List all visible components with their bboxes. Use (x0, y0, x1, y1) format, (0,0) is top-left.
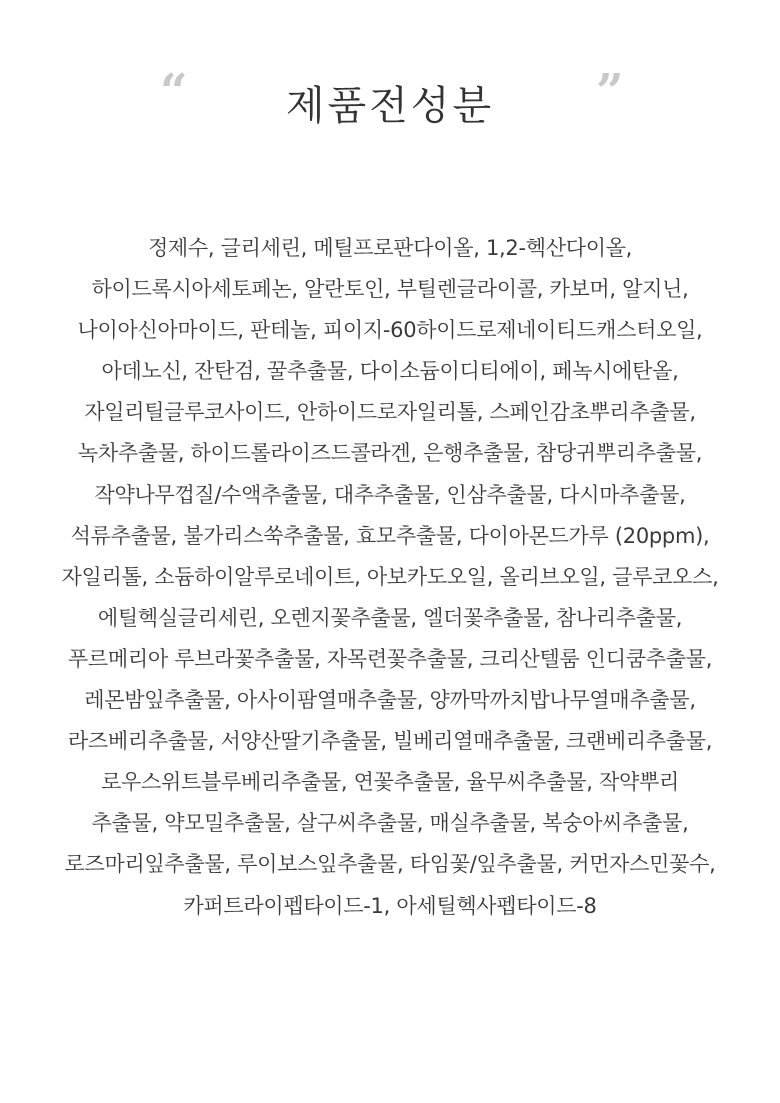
ingredient-line: 로즈마리잎추출물, 루이보스잎추출물, 타임꽃/잎추출물, 커먼자스민꽃수, (64, 852, 716, 877)
close-quote-icon: ” (596, 64, 624, 120)
ingredient-line: 자일리톨, 소듐하이알루로네이트, 아보카도오일, 올리브오일, 글루코오스, (61, 564, 719, 589)
ingredient-line: 정제수, 글리세린, 메틸프로판다이올, 1,2-헥산다이올, (147, 236, 633, 260)
ingredient-line: 레몬밤잎추출물, 아사이팜열매추출물, 양까막까치밥나무열매추출물, (84, 688, 696, 713)
ingredient-list (10, 228, 770, 927)
ingredient-line: 에틸헥실글리세린, 오렌지꽃추출물, 엘더꽃추출물, 참나리추출물, (97, 605, 683, 630)
ingredient-line: 녹차추출물, 하이드롤라이즈드콜라겐, 은행추출물, 참당귀뿌리추출물, (77, 441, 703, 466)
ingredient-line: 로우스위트블루베리추출물, 연꽃추출물, 율무씨추출물, 작약뿌리 (101, 770, 679, 795)
header (0, 62, 780, 142)
open-quote-icon: “ (160, 64, 188, 120)
ingredient-line: 하이드록시아세토페논, 알란토인, 부틸렌글라이콜, 카보머, 알지닌, (91, 277, 689, 302)
page-title: 제품전성분 (285, 83, 495, 129)
ingredient-line: 석류추출물, 불가리스쑥추출물, 효모추출물, 다이아몬드가루 (20ppm), (70, 523, 710, 548)
ingredient-line: 카퍼트라이펩타이드-1, 아세틸헥사펩타이드-8 (183, 893, 597, 918)
ingredient-line: 아데노신, 잔탄검, 꿀추출물, 다이소듐이디티에이, 페녹시에탄올, (101, 359, 679, 384)
ingredient-line: 자일리틸글루코사이드, 안하이드로자일리톨, 스페인감초뿌리추출물, (84, 400, 696, 425)
ingredient-line: 라즈베리추출물, 서양산딸기추출물, 빌베리열매추출물, 크랜베리추출물, (67, 729, 713, 754)
ingredient-line: 추출물, 약모밀추출물, 살구씨추출물, 매실추출물, 복숭아씨추출물, (91, 811, 689, 836)
ingredient-line: 작약나무껍질/수액추출물, 대추추출물, 인삼추출물, 다시마추출물, (94, 482, 686, 507)
ingredient-line: 푸르메리아 루브라꽃추출물, 자목련꽃추출물, 크리산텔룸 인디쿰추출물, (67, 646, 713, 671)
ingredient-line: 나이아신아마이드, 판테놀, 피이지-60하이드로제네이티드캐스터오일, (77, 318, 703, 343)
